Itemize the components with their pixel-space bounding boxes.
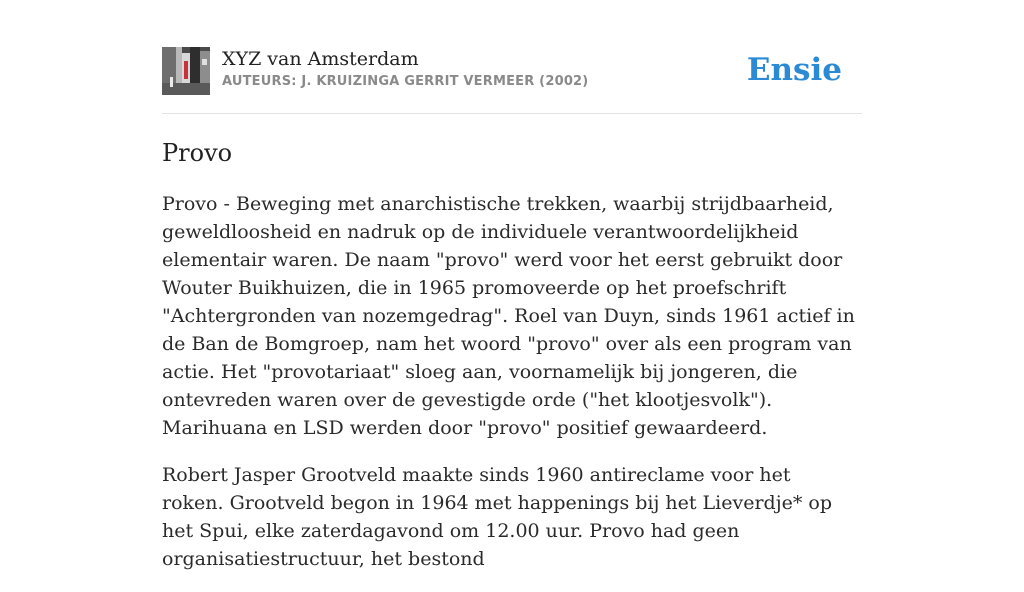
entry-paragraph: Provo - Beweging met anarchistische trekken, waarbij strijdbaarheid, geweldloosheid en nadruk op de individuele verantwoordelijkheid elementair waren. De naam "provo" werd voor het eerst gebruikt door Wouter Buikhuizen, die in 1965 promoveerde op het proefschrift "Achtergronden van nozemgedrag". Roel van Duyn, sinds 1961 actief in de Ban de Bomgroep, nam het woord "provo" over als een program van actie. Het "provotariaat" sloeg aan, voornamelijk bij jongeren, die ontevreden waren over de gevestigde orde ("het klootjesvolk"). Marihuana en LSD werden door "provo" positief gewaardeerd. [162,193,855,439]
entry-body [162,190,858,592]
book-cover-icon [162,47,210,95]
entry-paragraph: Robert Jasper Grootveld maakte sinds 1960 antireclame voor het roken. Grootveld begon in 1964 met happenings bij het Lieverdje* op het Spui, elke zaterdagavond om 12.00 uur. Provo had geen organisatiestructuur, het bestond [162,464,832,570]
book-title[interactable]: XYZ van Amsterdam [222,48,419,70]
book-authors: AUTEURS: J. KRUIZINGA GERRIT VERMEER (2002) [222,74,589,89]
book-cover-avatar[interactable] [162,47,210,95]
header-divider [162,113,862,114]
ensie-logo-link[interactable]: Ensie [746,52,842,88]
entry-header [162,46,862,96]
entry-title: Provo [162,139,233,167]
